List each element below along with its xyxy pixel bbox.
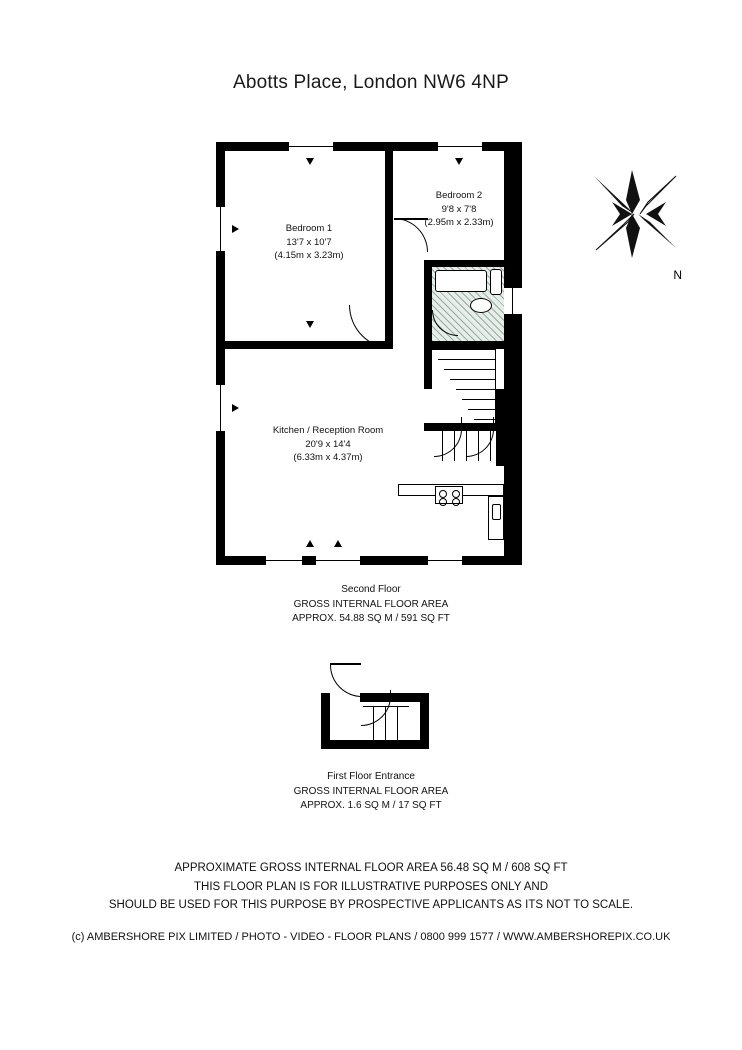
view-arrow-icon <box>306 158 314 165</box>
stair-outline <box>432 349 496 423</box>
entrance-door-leaf <box>330 663 361 665</box>
toilet-icon <box>470 298 492 313</box>
stair-step <box>438 359 496 360</box>
hob-burner <box>439 498 447 506</box>
window-bathroom-right <box>504 288 522 314</box>
caption-floor-name: First Floor Entrance <box>327 771 415 782</box>
stair-step <box>432 349 496 350</box>
window-line <box>438 146 482 147</box>
compass-rose <box>588 162 684 282</box>
second-floor-caption <box>0 583 742 627</box>
window-line <box>266 560 302 561</box>
wall-stair-right-lower <box>496 389 504 431</box>
disclaimer <box>0 859 742 915</box>
wall-stair-left <box>424 349 432 389</box>
stair-step <box>468 409 496 410</box>
view-arrow-icon <box>232 225 239 233</box>
wall-left <box>321 693 330 749</box>
entrance-stairs <box>363 702 420 740</box>
caption-area-heading: GROSS INTERNAL FLOOR AREA <box>293 785 449 797</box>
caption-floor-name: Second Floor <box>341 584 401 595</box>
wall-right <box>420 693 429 749</box>
stair-step <box>456 389 496 390</box>
hob-burner <box>439 490 447 498</box>
room-label-bedroom2 <box>397 189 521 230</box>
stair-step <box>450 379 496 380</box>
room-name: Bedroom 1 <box>285 223 333 234</box>
stair-step <box>444 369 496 370</box>
staircase-lower <box>432 431 496 467</box>
window-line <box>512 288 513 314</box>
wall-bottom <box>321 740 429 749</box>
kitchen-sink <box>492 504 501 520</box>
compass-rose-icon <box>588 162 684 282</box>
wall-internal-horizontal-right <box>424 341 521 349</box>
window-line <box>289 146 333 147</box>
room-label-kitchen-reception <box>233 424 423 465</box>
window-line <box>316 560 360 561</box>
stair-step <box>462 399 496 400</box>
room-name: Kitchen / Reception Room <box>272 425 384 436</box>
hob-burner <box>452 498 460 506</box>
wall-bathroom-top <box>424 260 521 267</box>
wall-kitchen-right <box>496 431 504 466</box>
disclaimer-line-1: APPROXIMATE GROSS INTERNAL FLOOR AREA 56.48 SQ M / 608 SQ FT <box>174 862 568 874</box>
view-arrow-icon <box>334 540 342 547</box>
stair-arc <box>361 690 391 726</box>
room-label-bedroom1 <box>249 222 369 263</box>
wall-bottom <box>216 556 522 565</box>
window-line <box>220 385 221 431</box>
stair-arc <box>434 417 462 457</box>
room-dimensions-metric: (2.95m x 2.33m) <box>424 217 494 228</box>
room-dimensions-metric: (6.33m x 4.37m) <box>293 452 363 463</box>
window-line <box>220 207 221 251</box>
second-floor-floorplan <box>216 142 522 565</box>
window-line <box>428 560 462 561</box>
view-arrow-icon <box>232 404 239 412</box>
caption-area-value: APPROX. 54.88 SQ M / 591 SQ FT <box>292 613 450 624</box>
copyright-notice: (c) AMBERSHORE PIX LIMITED / PHOTO - VIDEO - FLOOR PLANS / 0800 999 1577 / WWW.AMBERSHOREPIX.CO.UK <box>71 931 671 943</box>
first-floor-entrance-floorplan <box>321 657 429 749</box>
room-dimensions-imperial: 20'9 x 14'4 <box>305 438 351 450</box>
basin-icon <box>490 269 502 295</box>
staircase-upper <box>432 349 496 423</box>
entrance-door-swing <box>330 663 362 697</box>
caption-area-heading: GROSS INTERNAL FLOOR AREA <box>293 598 449 610</box>
view-arrow-icon <box>306 540 314 547</box>
hob-burner <box>452 490 460 498</box>
stair-stringer <box>495 349 496 423</box>
wall-internal-horizontal <box>216 341 393 349</box>
disclaimer-line-2: THIS FLOOR PLAN IS FOR ILLUSTRATIVE PURPOSES ONLY AND <box>193 880 549 893</box>
stair-step <box>397 706 398 740</box>
room-name: Bedroom 2 <box>435 190 483 201</box>
door-leaf-bedroom1 <box>391 305 393 349</box>
wall-left <box>216 142 225 565</box>
bathtub-icon <box>435 270 487 292</box>
disclaimer-line-3: SHOULD BE USED FOR THIS PURPOSE BY PROSPECTIVE APPLICANTS AS ITS NOT TO SCALE. <box>108 899 634 911</box>
room-dimensions-imperial: 9'8 x 7'8 <box>441 203 477 215</box>
page-title: Abotts Place, London NW6 4NP <box>233 72 509 93</box>
view-arrow-icon <box>455 158 463 165</box>
room-dimensions-imperial: 13'7 x 10'7 <box>286 236 332 248</box>
caption-area-value: APPROX. 1.6 SQ M / 17 SQ FT <box>300 800 442 811</box>
view-arrow-icon <box>306 321 314 328</box>
compass-north-label: N <box>673 268 682 282</box>
wall-bathroom-left <box>424 260 432 349</box>
room-dimensions-metric: (4.15m x 3.23m) <box>274 250 344 261</box>
first-floor-caption <box>0 770 742 814</box>
